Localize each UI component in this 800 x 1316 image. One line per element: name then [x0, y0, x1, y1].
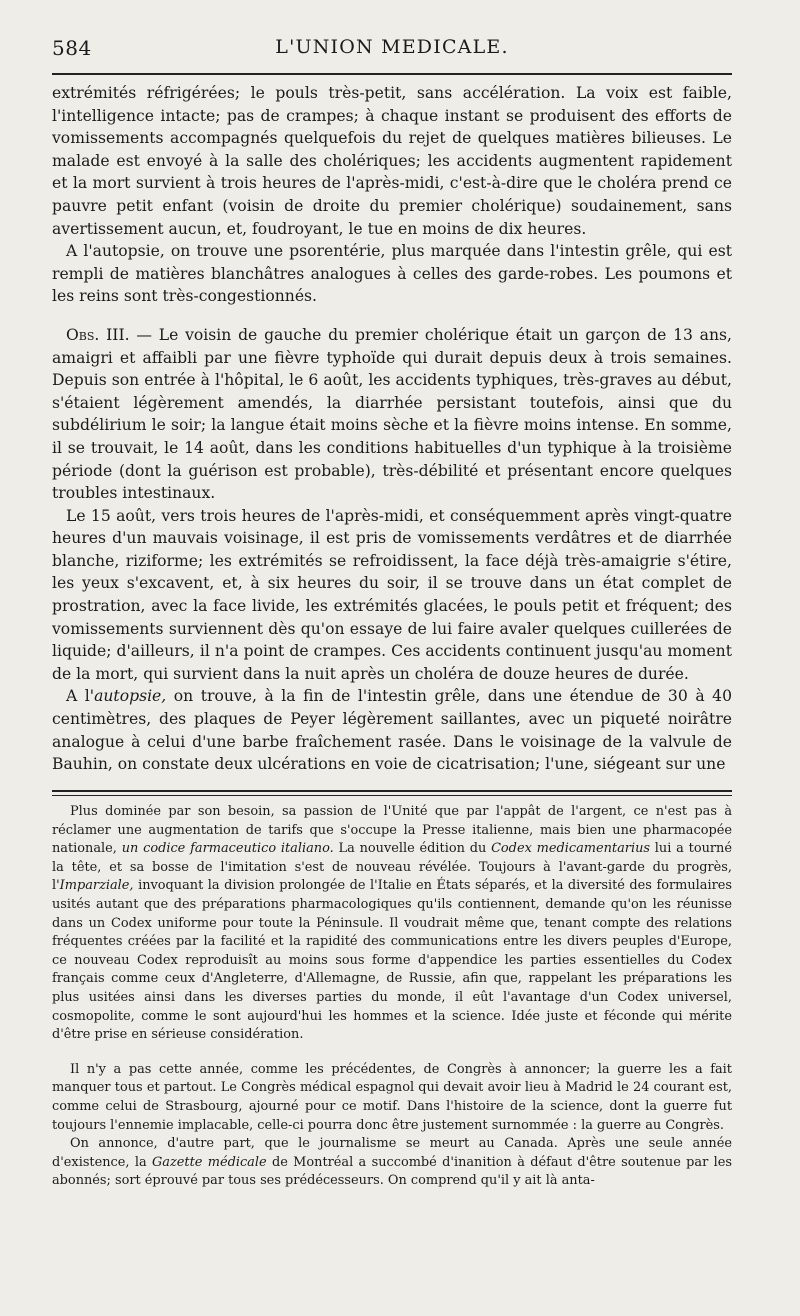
feuilleton-paragraph-1: Plus dominée par son besoin, sa passion de l'Unité que par l'appât de l'argent, ce n'est pas à réclamer une augmentation de tarifs que s'occupe la Presse italienne, mais bien une pharmacopée nationale, un codice farmaceutico italiano. La nouvelle édition du Codex medicamentarius lui a tourné la tête, et sa bosse de l'imitation s'est de nouveau révélée. Toujours à l'avant-garde du progrès, l'Imparziale, invoquant la division prolongée de l'Italie en États séparés, et la diversité des formulaires usités autant que des préparations pharmacologiques qu'ils contiennent, demande qu'on les réunisse dans un Codex uniforme pour toute la Péninsule. Il voudrait même que, tenant compte des relations fréquentes créées par la facilité et la rapidité des communications entre les divers peuples d'Europe, ce nouveau Codex reproduisît au moins sous forme d'appendice les parties essentielles du Codex français comme ceux d'Angleterre, d'Allemagne, de Russie, afin que, rappelant les préparations les plus usitées ainsi dans les diverses parties du monde, il eût l'avantage d'un Codex universel, cosmopolite, comme le sont aujourd'hui les hommes et la science. Idée juste et féconde qui mérite d'être prise en sérieuse considération. — [52, 804, 732, 1043]
paragraph-obs-3: Obs. III. — Le voisin de gauche du premier cholérique était un garçon de 13 ans, amaigri et affaibli par une fièvre typhoïde qui durait depuis deux à trois semaines. Depuis son entrée à l'hôpital, le 6 août, les accidents typhiques, très-graves au début, s'étaient légèrement amendés, la diarrhée persistant toutefois, ainsi que du subdélirium le soir; la langue était moins sèche et la fièvre moins intense. En somme, il se trouvait, le 14 août, dans les conditions habituelles d'un typhique à la troisième période (dont la guérison est probable), très-débilité et présentant encore quelques troubles intestinaux. — [52, 325, 732, 503]
feuilleton-divider — [52, 790, 732, 796]
feuilleton-paragraph-3: On annonce, d'autre part, que le journalisme se meurt au Canada. Après une seule année d'existence, la Gazette médicale de Montréal a succombé d'inanition à défaut d'être soutenue par les abonnés; sort éprouvé par tous ses prédécesseurs. On comprend qu'il y ait là anta- — [52, 1136, 732, 1189]
header-rule — [52, 73, 732, 75]
page-header — [52, 34, 732, 64]
journal-title: L'UNION MEDICALE. — [275, 36, 509, 58]
paragraph-1: extrémités réfrigérées; le pouls très-petit, sans accélération. La voix est faible, l'intelligence intacte; pas de crampes; à chaque instant se produisent des efforts de vomissements accompagnés quelquefois du rejet de quelques matières bilieuses. Le malade est envoyé à la salle des cholériques; les accidents augmentent rapidement et la mort survient à trois heures de l'après-midi, c'est-à-dire que le choléra prend ce pauvre petit enfant (voisin de droite du premier cholérique) soudainement, sans avertissement aucun, et, foudroyant, le tue en moins de dix heures. — [52, 84, 732, 238]
paragraph-4: Le 15 août, vers trois heures de l'après-midi, et conséquemment après vingt-quatre heures d'un mauvais voisinage, il est pris de vomissements verdâtres et de diarrhée blanche, riziforme; les extrémités se refroidissent, la face déjà très-amaigrie s'étire, les yeux s'excavent, et, à six heures du soir, il se trouve dans un état complet de prostration, avec la face livide, les extrémités glacées, le pouls petit et fréquent; des vomissements surviennent dès qu'on essaye de lui faire avaler quelques cuillerées de liquide; d'ailleurs, il n'a point de crampes. Ces accidents continuent jusqu'au moment de la mort, qui survient dans la nuit après un choléra de douze heures de durée. — [52, 506, 732, 683]
main-article — [52, 82, 732, 776]
feuilleton-section — [52, 803, 732, 1191]
page-number: 584 — [52, 36, 92, 60]
observation-label: Obs. III. — [66, 325, 130, 344]
paragraph-2: A l'autopsie, on trouve une psorentérie, plus marquée dans l'intestin grêle, qui est rempli de matières blanchâtres analogues à celles des garde-robes. Les poumons et les reins sont très-congestionnés. — [52, 242, 732, 306]
feuilleton-paragraph-2: Il n'y a pas cette année, comme les précédentes, de Congrès à annoncer; la guerre les a fait manquer tous et partout. Le Congrès médical espagnol qui devait avoir lieu à Madrid le 24 courant est, comme celui de Strasbourg, ajourné pour ce motif. Dans l'histoire de la science, dont la guerre fut toujours l'ennemie implacable, celle-ci pourra donc être justement surnommée : la guerre au Congrès. — [52, 1061, 732, 1133]
paragraph-5: A l'autopsie, on trouve, à la fin de l'intestin grêle, dans une étendue de 30 à 40 centimètres, des plaques de Peyer légèrement saillantes, avec un piqueté noirâtre analogue à celui d'une barbe fraîchement rasée. Dans le voisinage de la valvule de Bauhin, on constate deux ulcérations en voie de cicatrisation; l'une, siégeant sur une — [52, 687, 733, 774]
